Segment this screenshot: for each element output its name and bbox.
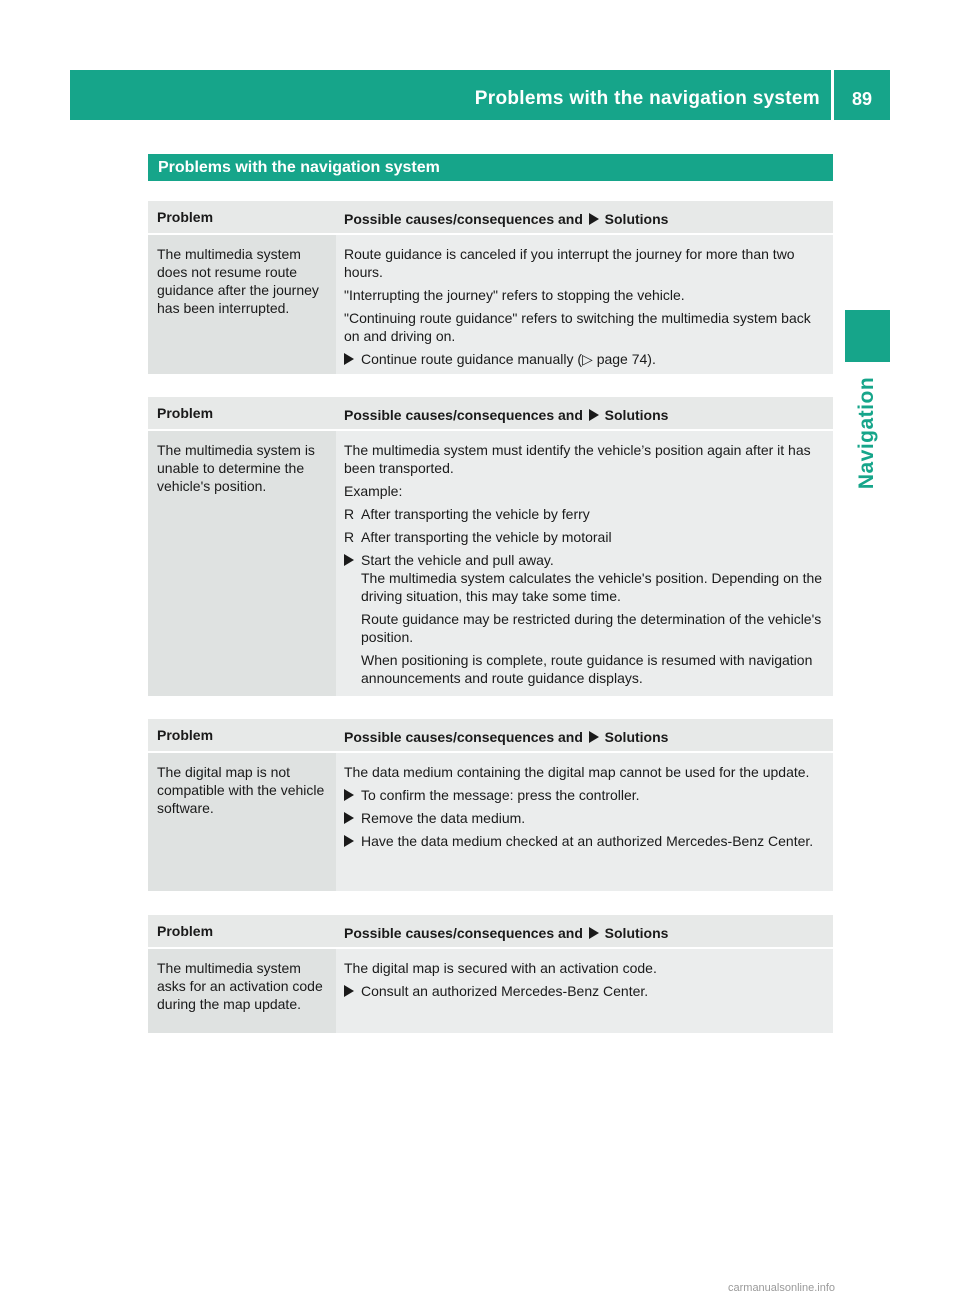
- action-step: To confirm the message: press the controller.: [344, 786, 825, 804]
- header-solutions: Possible causes/consequences and Solutions: [344, 729, 669, 745]
- solution-cell: [336, 949, 833, 1033]
- table-row: [148, 235, 833, 374]
- page-number: 89: [851, 89, 873, 109]
- cause-text: "Continuing route guidance" refers to switching the multimedia system back on and driving on.: [344, 310, 811, 344]
- problem-table-1: [148, 201, 833, 374]
- action-arrow-icon: [344, 353, 354, 365]
- problem-table-3: [148, 719, 833, 891]
- action-step: Start the vehicle and pull away.: [344, 551, 825, 569]
- action-step: Continue route guidance manually (▷ page 74).: [344, 350, 825, 368]
- result-text: Route guidance may be restricted during the determination of the vehicle's position.: [361, 611, 822, 645]
- cause-text: "Interrupting the journey" refers to stopping the vehicle.: [344, 287, 685, 303]
- bullet-icon: R: [344, 529, 355, 545]
- list-item: R After transporting the vehicle by ferry: [344, 506, 590, 522]
- action-arrow-icon: [589, 213, 599, 225]
- header-problem: Problem: [157, 209, 214, 225]
- page-header-title: Problems with the navigation system: [474, 88, 820, 109]
- action-arrow-icon: [344, 835, 354, 847]
- cause-text: The data medium containing the digital map cannot be used for the update.: [344, 764, 810, 780]
- problem-cell: The multimedia system asks for an activation code during the map update.: [148, 949, 336, 1033]
- header-solutions: Possible causes/consequences and Solutions: [344, 407, 669, 423]
- section-title: Problems with the navigation system: [148, 154, 833, 181]
- action-step: Have the data medium checked at an authorized Mercedes-Benz Center.: [344, 832, 825, 850]
- table-row: [148, 753, 833, 891]
- problem-table-4: [148, 915, 833, 1033]
- header-solutions: Possible causes/consequences and Solutions: [344, 211, 669, 227]
- table-header: [148, 397, 833, 431]
- chapter-tab-marker: [845, 310, 890, 362]
- solution-cell: [336, 753, 833, 891]
- action-arrow-icon: [589, 731, 599, 743]
- solution-cell: [336, 235, 833, 374]
- cause-text: Route guidance is canceled if you interrupt the journey for more than two hours.: [344, 246, 795, 280]
- watermark: carmanualsonline.info: [728, 1282, 836, 1294]
- table-row: [148, 431, 833, 696]
- result-text: When positioning is complete, route guidance is resumed with navigation announcements and route guidance displays.: [361, 652, 813, 686]
- solution-cell: [336, 431, 833, 696]
- table-header: [148, 201, 833, 235]
- action-arrow-icon: [344, 789, 354, 801]
- action-step: Consult an authorized Mercedes-Benz Center.: [344, 982, 825, 1000]
- action-step: Remove the data medium.: [344, 809, 825, 827]
- result-text: The multimedia system calculates the vehicle's position. Depending on the driving situation, this may take some time.: [361, 570, 823, 604]
- page-reference-link[interactable]: page 74).: [596, 351, 656, 367]
- header-problem: Problem: [157, 727, 214, 743]
- table-header: [148, 719, 833, 753]
- action-arrow-icon: [344, 554, 354, 566]
- header-solutions: Possible causes/consequences and Solutions: [344, 925, 669, 941]
- header-problem: Problem: [157, 923, 214, 939]
- action-arrow-icon: [589, 409, 599, 421]
- action-arrow-icon: [344, 812, 354, 824]
- bullet-icon: R: [344, 506, 355, 522]
- problem-cell: The digital map is not compatible with the vehicle software.: [148, 753, 336, 891]
- problem-cell: The multimedia system is unable to determine the vehicle's position.: [148, 431, 336, 696]
- cause-text: The digital map is secured with an activation code.: [344, 960, 657, 976]
- header-problem: Problem: [157, 405, 214, 421]
- action-arrow-icon: [589, 927, 599, 939]
- action-arrow-icon: [344, 985, 354, 997]
- cause-text: The multimedia system must identify the vehicle’s position again after it has been transported.: [344, 442, 811, 476]
- list-item: R After transporting the vehicle by motorail: [344, 529, 612, 545]
- page-reference-icon: ▷: [582, 351, 593, 367]
- problem-cell: The multimedia system does not resume route guidance after the journey has been interrupted.: [148, 235, 336, 374]
- cause-text: Example:: [344, 483, 403, 499]
- chapter-tab-label: Navigation: [855, 376, 878, 489]
- table-header: [148, 915, 833, 949]
- problem-table-2: [148, 397, 833, 696]
- table-row: [148, 949, 833, 1033]
